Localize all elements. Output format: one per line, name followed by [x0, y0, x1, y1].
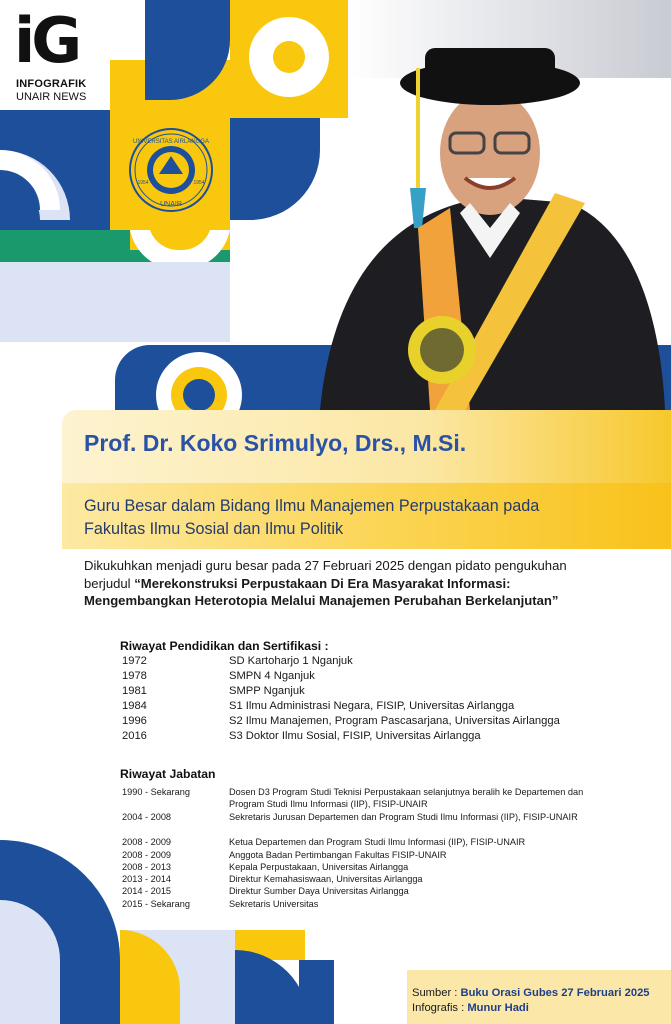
position-description: Ketua Departemen dan Program Studi Ilmu Informasi (IIP), FISIP-UNAIR: [229, 837, 526, 847]
infografik-logo: [14, 4, 104, 103]
intro-line-1: Dikukuhkan menjadi guru besar pada 27 Februari 2025 dengan pidato pengukuhan: [84, 558, 567, 573]
position-period: 2004 - 2008: [122, 812, 172, 822]
position-description: Dosen D3 Program Studi Teknisi Perpustakaan selanjutnya beralih ke Departemen dan Program Studi Ilmu Informasi (IIP), FISIP-UNAIR: [229, 787, 584, 809]
source-line: [412, 987, 650, 999]
position-description: Kepala Perpustakaan, Universitas Airlangga: [229, 862, 409, 872]
position-period: 2008 - 2013: [122, 862, 172, 872]
seal-left-year: 1954: [137, 180, 149, 186]
position-period: 2015 - Sekarang: [122, 899, 190, 909]
education-description: S1 Ilmu Administrasi Negara, FISIP, Universitas Airlangga: [229, 700, 515, 712]
infographic-credit-line: [412, 1002, 529, 1014]
education-description: S3 Doktor Ilmu Sosial, FISIP, Universitas Airlangga: [229, 730, 481, 742]
education-description: SMPP Nganjuk: [229, 685, 305, 697]
education-description: SMPN 4 Nganjuk: [229, 670, 315, 682]
intro-line-2: [84, 575, 644, 593]
education-heading: Riwayat Pendidikan dan Sertifikasi :: [120, 639, 329, 653]
position-period: 2013 - 2014: [122, 874, 172, 884]
education-year: 1984: [122, 700, 147, 712]
position-description: Anggota Badan Pertimbangan Fakultas FISIP-UNAIR: [229, 850, 447, 860]
infographic-value: Munur Hadi: [467, 1002, 529, 1014]
professor-portrait: [310, 28, 671, 410]
position-description: Direktur Sumber Daya Universitas Airlangga: [229, 886, 409, 896]
speech-title-part-1: “Merekonstruksi Perpustakaan Di Era Masyarakat Informasi:: [134, 575, 511, 591]
position-period: 2008 - 2009: [122, 850, 172, 860]
infographic-label: Infografis :: [412, 1002, 468, 1014]
education-description: S2 Ilmu Manajemen, Program Pascasarjana, Universitas Airlangga: [229, 715, 560, 727]
source-label: Sumber :: [412, 987, 461, 999]
intro-paragraph: [84, 557, 644, 610]
logo-letters: iG: [14, 4, 79, 77]
position-period: 1990 - Sekarang: [122, 787, 190, 797]
logo-line-1: INFOGRAFIK: [16, 78, 87, 90]
position-period: 2014 - 2015: [122, 886, 172, 896]
position-description: Direktur Kemahasiswaan, Universitas Airlangga: [229, 874, 423, 884]
source-value: Buku Orasi Gubes 27 Februari 2025: [460, 987, 650, 999]
seal-top-text: UNIVERSITAS AIRLANGGA: [133, 139, 209, 145]
intro-line-3: [84, 592, 644, 610]
position-period: 2008 - 2009: [122, 837, 172, 847]
subtitle-line-2: Fakultas Ilmu Sosial dan Ilmu Politik: [84, 520, 344, 538]
position-description: Sekretaris Universitas: [229, 899, 319, 909]
speech-title-part-2: Mengembangkan Heterotopia Melalui Manajemen Perubahan Berkelanjutan”: [84, 593, 559, 608]
page-title: Prof. Dr. Koko Srimulyo, Drs., M.Si.: [84, 430, 467, 456]
subtitle-banner: [62, 483, 671, 549]
subtitle-line-1: Guru Besar dalam Bidang Ilmu Manajemen Perpustakaan pada: [84, 497, 540, 515]
education-year: 2016: [122, 730, 147, 742]
unair-seal-icon: [129, 128, 213, 212]
education-year: 1978: [122, 670, 147, 682]
education-year: 1981: [122, 685, 147, 697]
positions-heading: Riwayat Jabatan: [120, 767, 216, 781]
logo-line-2: UNAIR NEWS: [16, 91, 87, 103]
position-description: Sekretaris Jurusan Departemen dan Program Studi Ilmu Informasi (IIP), FISIP-UNAIR: [229, 812, 578, 822]
education-description: SD Kartoharjo 1 Nganjuk: [229, 655, 353, 667]
education-year: 1996: [122, 715, 147, 727]
seal-right-year: 1954: [193, 180, 205, 186]
education-year: 1972: [122, 655, 147, 667]
seal-bottom-text: UNAIR: [160, 201, 182, 208]
intro-line-2-prefix: berjudul: [84, 575, 135, 591]
